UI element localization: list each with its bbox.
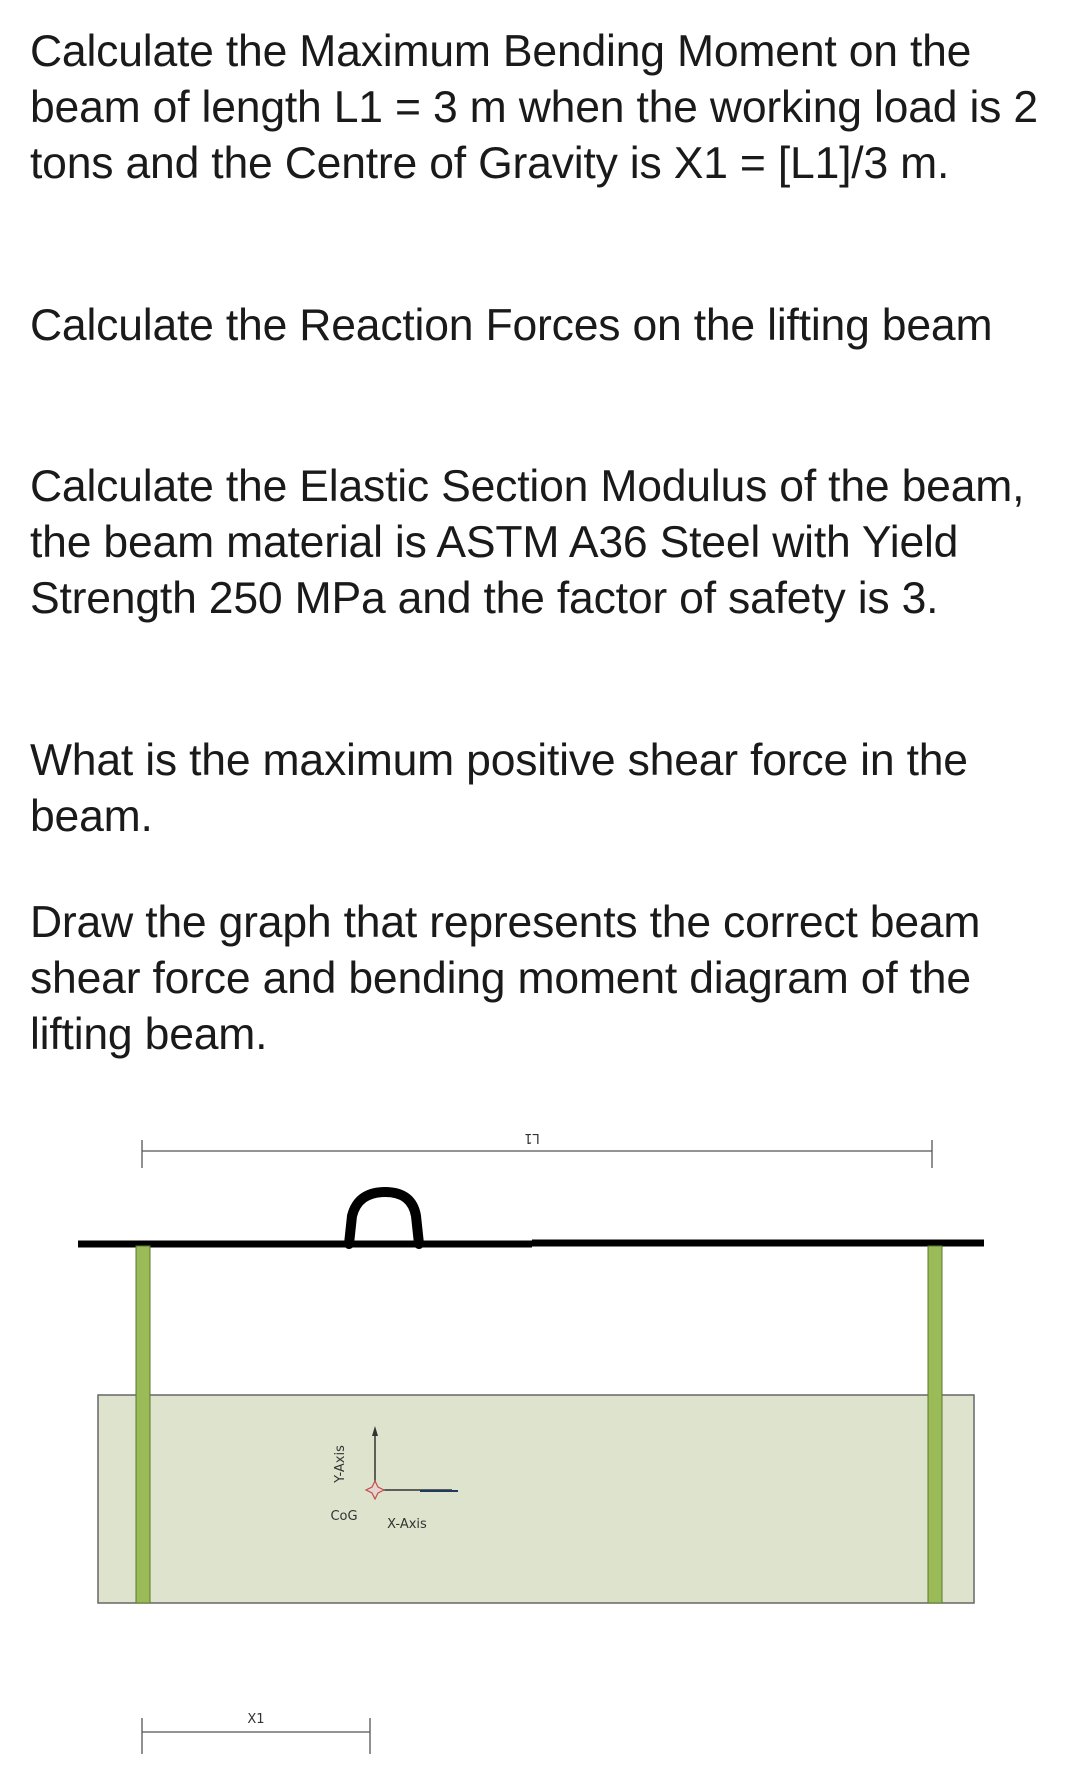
lifting-shackle: [349, 1192, 419, 1244]
x-axis-label: X-Axis: [387, 1517, 427, 1532]
load-block: [98, 1395, 974, 1603]
y-axis-label: Y-Axis: [333, 1445, 348, 1483]
length-label: L1: [524, 1130, 540, 1145]
lifting-beam: [78, 1243, 984, 1244]
cog-label: CoG: [330, 1509, 358, 1524]
question-reaction-forces: Calculate the Reaction Forces on the lifting beam: [30, 301, 993, 350]
right-sling: [928, 1246, 942, 1603]
question-max-bending-moment: Calculate the Maximum Bending Moment on the beam of length L1 = 3 m when the working load is 2 tons and the Centre of Gravity is X1 = [L1]/3 m.: [30, 27, 1038, 188]
left-sling: [136, 1246, 150, 1603]
question-max-shear-force: What is the maximum positive shear force in the beam.: [30, 736, 968, 841]
question-draw-diagrams: Draw the graph that represents the correct beam shear force and bending moment diagram of the lifting beam.: [30, 898, 981, 1059]
cog-offset-label: X1: [247, 1712, 265, 1727]
question-section-modulus: Calculate the Elastic Section Modulus of the beam, the beam material is ASTM A36 Steel with Yield Strength 250 MPa and the factor of safety is 3.: [30, 462, 1025, 623]
cog-offset-dimension: [142, 1712, 370, 1754]
length-dimension: [142, 1130, 932, 1168]
lifting-beam-diagram: [0, 1110, 1080, 1774]
